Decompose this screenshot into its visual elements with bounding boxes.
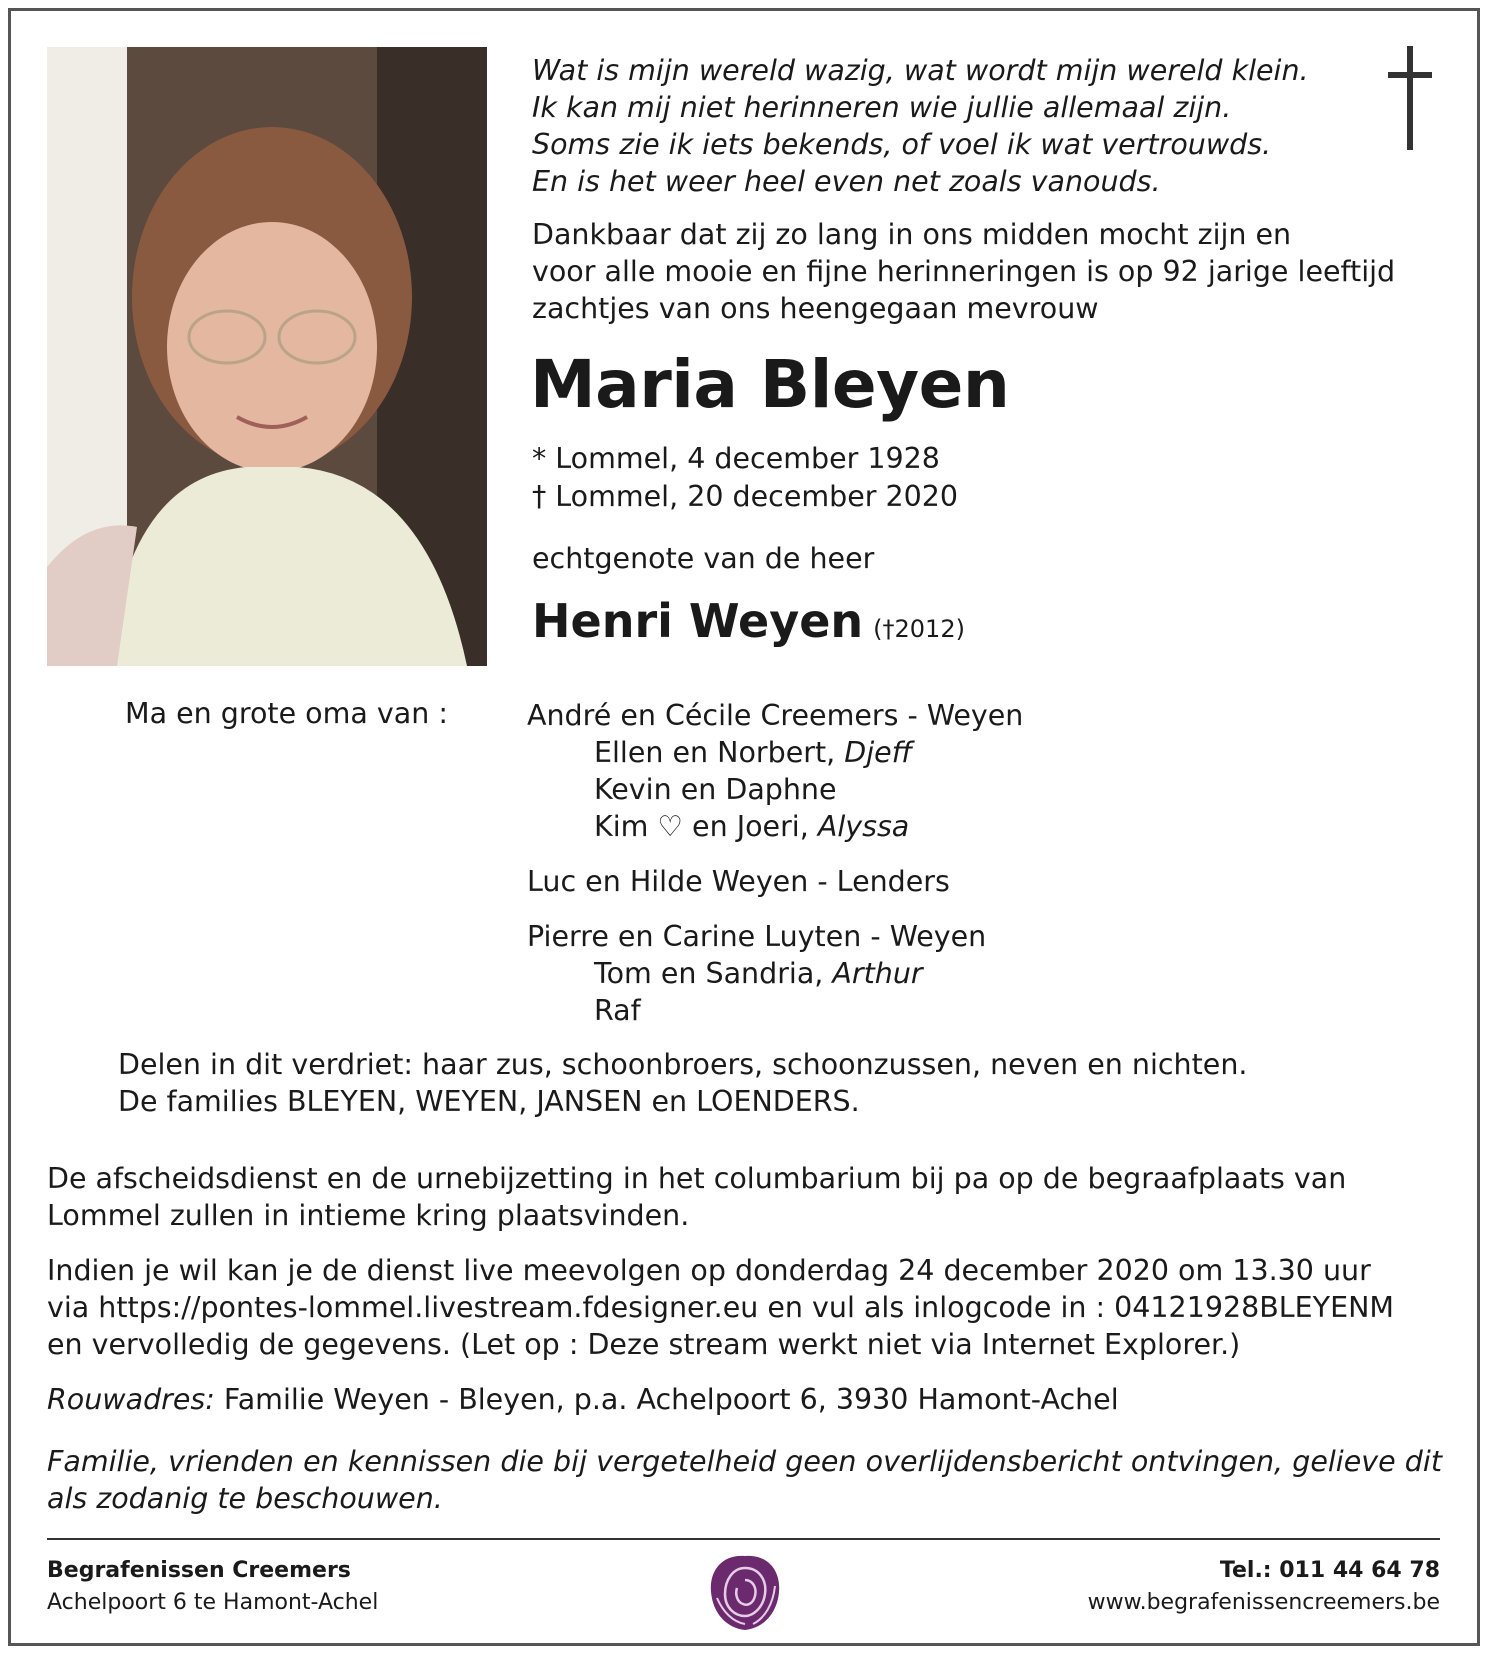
spouse-label: echtgenote van de heer xyxy=(532,542,875,575)
deceased-name: Maria Bleyen xyxy=(530,346,1010,423)
closing-text: Familie, vrienden en kennissen die bij vergetelheid geen overlijdensbericht ontvingen, gelieve dit als zodanig te beschouwen. xyxy=(47,1445,1442,1515)
family-member: Raf xyxy=(594,994,641,1027)
portrait-photo xyxy=(47,47,487,666)
poem-line: En is het weer heel even net zoals vanouds. xyxy=(532,165,1161,198)
family-head: Pierre en Carine Luyten - Weyen xyxy=(527,920,987,953)
sharing-line: Delen in dit verdriet: haar zus, schoonbroers, schoonzussen, neven en nichten. xyxy=(118,1048,1248,1081)
company-phone: Tel.: 011 44 64 78 xyxy=(1219,1558,1440,1583)
life-dates xyxy=(532,440,958,516)
address-text: Familie Weyen - Bleyen, p.a. Achelpoort 6, 3930 Hamont-Achel xyxy=(214,1383,1119,1416)
intro-line: Dankbaar dat zij zo lang in ons midden mocht zijn en xyxy=(532,218,1292,251)
livestream-line: Indien je wil kan je de dienst live meevolgen op donderdag 24 december 2020 om 13.30 uur xyxy=(47,1254,1371,1287)
livestream-line: via https://pontes-lommel.livestream.fdesigner.eu en vul als inlogcode in : 04121928BLEYENM xyxy=(47,1291,1394,1324)
mourning-address xyxy=(47,1383,1119,1416)
family-list xyxy=(527,697,1023,1029)
poem-line: Ik kan mij niet herinneren wie jullie allemaal zijn. xyxy=(532,91,1232,124)
family-head: Luc en Hilde Weyen - Lenders xyxy=(527,865,950,898)
company-address: Achelpoort 6 te Hamont-Achel xyxy=(47,1590,379,1615)
family-member: Tom en Sandria, Arthur xyxy=(594,957,923,990)
death-date: † Lommel, 20 december 2020 xyxy=(532,480,959,513)
spouse-name: Henri Weyen xyxy=(532,594,864,648)
rose-logo-icon xyxy=(705,1548,785,1638)
service-text: De afscheidsdienst en de urnebijzetting in het columbarium bij pa op de begraafplaats van Lommel zullen in intieme kring plaatsvinden. xyxy=(47,1162,1347,1232)
family-member: Kevin en Daphne xyxy=(594,773,837,806)
family-label: Ma en grote oma van : xyxy=(125,697,448,730)
company-name: Begrafenissen Creemers xyxy=(47,1558,351,1583)
spouse-death-note: (†2012) xyxy=(873,615,965,643)
family-member: Ellen en Norbert, Djeff xyxy=(594,736,913,769)
intro-text xyxy=(532,216,1395,327)
address-label: Rouwadres: xyxy=(47,1383,215,1416)
birth-date: * Lommel, 4 december 1928 xyxy=(532,442,940,475)
company-website: www.begrafenissencreemers.be xyxy=(1087,1590,1440,1615)
spouse-block xyxy=(532,594,965,648)
livestream-text xyxy=(47,1252,1467,1363)
cross-icon xyxy=(1388,46,1432,150)
sharing-text xyxy=(118,1046,1247,1120)
intro-line: zachtjes van ons heengegaan mevrouw xyxy=(532,292,1099,325)
sharing-line: De families BLEYEN, WEYEN, JANSEN en LOENDERS. xyxy=(118,1085,860,1118)
footer-divider xyxy=(47,1538,1440,1540)
poem xyxy=(532,52,1309,200)
family-head: André en Cécile Creemers - Weyen xyxy=(527,699,1024,732)
intro-line: voor alle mooie en fijne herinneringen is op 92 jarige leeftijd xyxy=(532,255,1396,288)
family-member: Kim ♡ en Joeri, Alyssa xyxy=(594,810,910,843)
poem-line: Wat is mijn wereld wazig, wat wordt mijn wereld klein. xyxy=(532,54,1309,87)
livestream-line: en vervolledig de gegevens. (Let op : Deze stream werkt niet via Internet Explorer.) xyxy=(47,1328,1241,1361)
poem-line: Soms zie ik iets bekends, of voel ik wat vertrouwds. xyxy=(532,128,1272,161)
